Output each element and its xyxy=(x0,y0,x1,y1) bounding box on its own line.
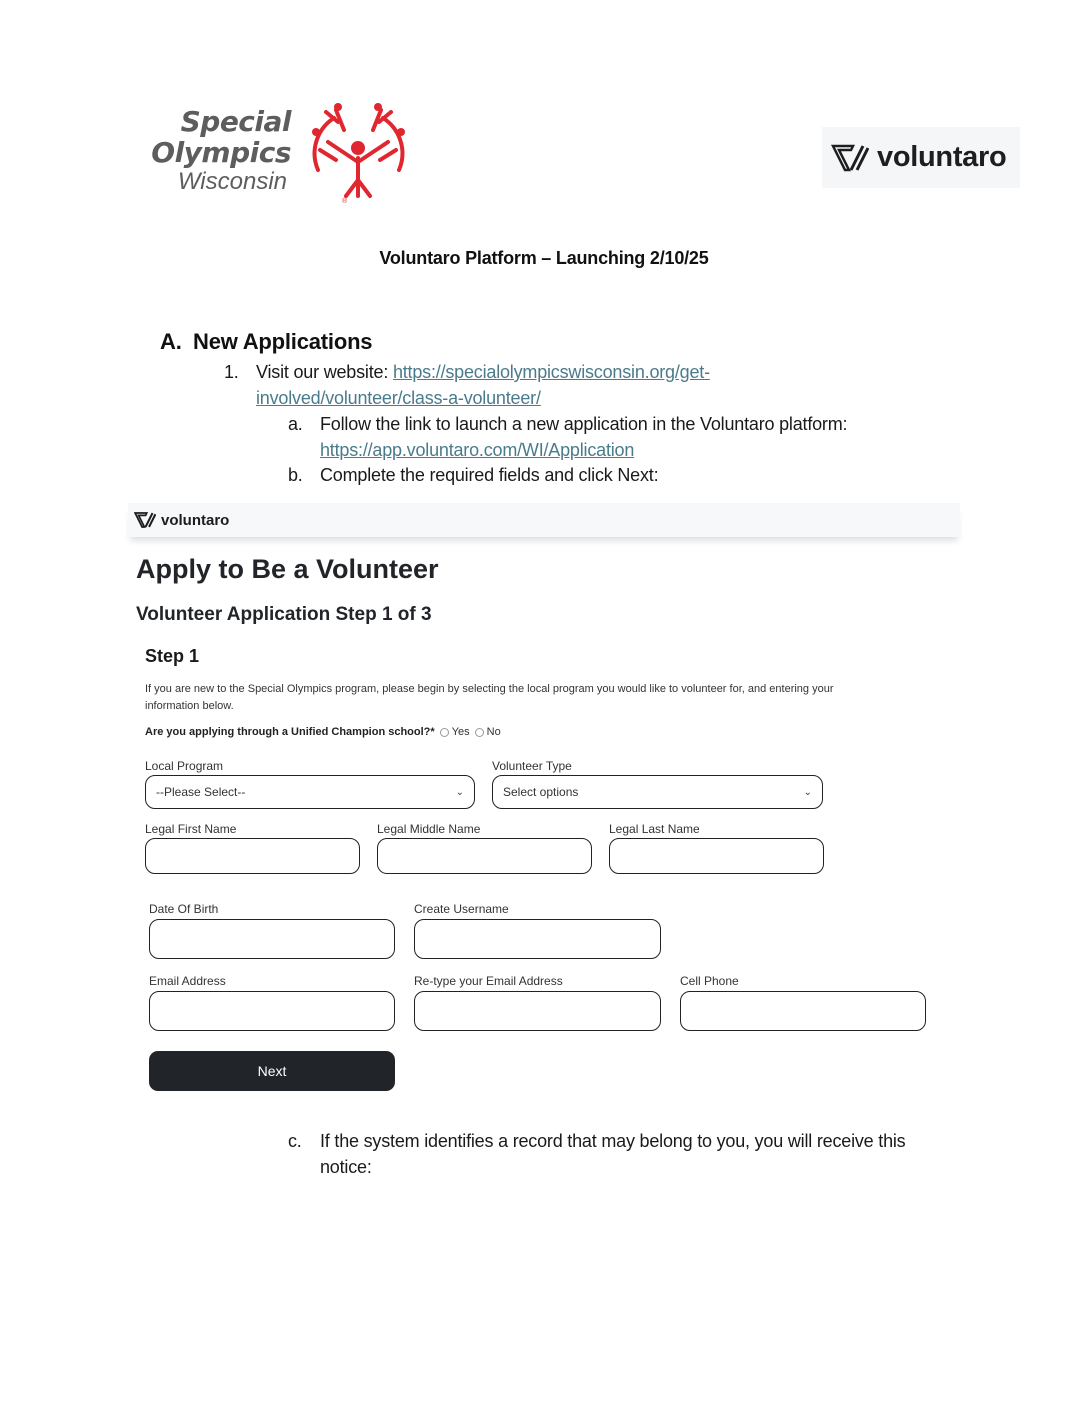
username-input[interactable] xyxy=(414,919,661,959)
special-olympics-wisconsin-logo xyxy=(126,100,416,205)
step-1-prefix: Visit our website: xyxy=(256,362,393,382)
middle-name-input[interactable] xyxy=(377,838,592,874)
last-name-input[interactable] xyxy=(609,838,824,874)
chevron-down-icon: ⌄ xyxy=(455,786,464,798)
logo-text-special: Special xyxy=(180,105,291,138)
username-label: Create Username xyxy=(414,902,509,916)
local-program-select[interactable] xyxy=(145,775,475,809)
voluntaro-logo xyxy=(822,127,1020,188)
website-link[interactable]: https://specialolympicswisconsin.org/get- xyxy=(392,362,710,382)
radio-yes[interactable] xyxy=(440,728,449,737)
step-1-marker: 1. xyxy=(224,362,239,382)
substep-b-text: Complete the required fields and click Next: xyxy=(320,465,659,485)
registered-mark: ® xyxy=(342,198,348,205)
email-confirm-label: Re-type your Email Address xyxy=(414,974,563,988)
first-name-input[interactable] xyxy=(145,838,360,874)
section-marker: A. xyxy=(160,329,182,354)
unified-question-label: Are you applying through a Unified Champion school?* xyxy=(145,726,435,738)
email-label: Email Address xyxy=(149,974,226,988)
page-title: Apply to Be a Volunteer xyxy=(136,554,439,584)
embedded-app-header xyxy=(128,503,960,537)
cell-phone-input[interactable] xyxy=(680,991,926,1031)
radio-no-label: No xyxy=(486,726,501,738)
radio-yes-label: Yes xyxy=(451,726,470,738)
substep-c-text xyxy=(320,1128,980,1180)
last-name-label: Legal Last Name xyxy=(609,822,700,836)
substep-c-line1: If the system identifies a record that may belong to you, you will receive this xyxy=(320,1131,906,1151)
local-program-value: --Please Select-- xyxy=(156,785,246,799)
first-name-label: Legal First Name xyxy=(145,822,237,836)
document-title: Voluntaro Platform – Launching 2/10/25 xyxy=(379,248,709,268)
logo-text-olympics: Olympics xyxy=(151,136,291,169)
website-link-continued[interactable]: involved/volunteer/class-a-volunteer/ xyxy=(256,388,541,408)
substep-c-marker: c. xyxy=(288,1131,302,1151)
dob-input[interactable] xyxy=(149,919,395,959)
dob-label: Date Of Birth xyxy=(149,902,219,916)
step-1-text xyxy=(256,359,956,411)
middle-name-label: Legal Middle Name xyxy=(377,822,481,836)
section-heading xyxy=(160,329,372,355)
volunteer-type-value: Select options xyxy=(503,785,579,799)
step-subtitle: Volunteer Application Step 1 of 3 xyxy=(136,604,432,625)
volunteer-type-select[interactable] xyxy=(492,775,823,809)
substep-a-instruction: Follow the link to launch a new application in the Voluntaro platform: xyxy=(320,414,848,434)
step-heading: Step 1 xyxy=(145,646,200,666)
special-olympics-figure-icon xyxy=(306,100,411,205)
next-button[interactable]: Next xyxy=(149,1051,395,1091)
voluntaro-v-icon xyxy=(831,143,869,173)
voluntaro-wordmark: voluntaro xyxy=(877,141,1007,173)
unified-champion-question xyxy=(145,726,501,738)
volunteer-type-label: Volunteer Type xyxy=(492,759,572,773)
intro-text: If you are new to the Special Olympics program, please begin by selecting the local program you would like to volunteer for, and entering your information below. xyxy=(145,683,834,712)
chevron-down-icon: ⌄ xyxy=(803,786,812,798)
embedded-brand-name: voluntaro xyxy=(161,511,230,529)
substep-a-marker: a. xyxy=(288,414,303,434)
email-input[interactable] xyxy=(149,991,395,1031)
local-program-label: Local Program xyxy=(145,759,224,773)
section-title: New Applications xyxy=(193,329,373,354)
cell-phone-label: Cell Phone xyxy=(680,974,739,988)
email-confirm-input[interactable] xyxy=(414,991,661,1031)
logo-wordmark xyxy=(126,106,291,196)
substep-a-text xyxy=(320,411,980,463)
substep-c-line2: notice: xyxy=(320,1157,372,1177)
voluntaro-v-icon xyxy=(134,511,156,529)
application-link[interactable]: https://app.voluntaro.com/WI/Application xyxy=(320,440,635,460)
substep-b-marker: b. xyxy=(288,465,303,485)
logo-text-wisconsin: Wisconsin xyxy=(177,168,287,195)
radio-no[interactable] xyxy=(475,728,484,737)
